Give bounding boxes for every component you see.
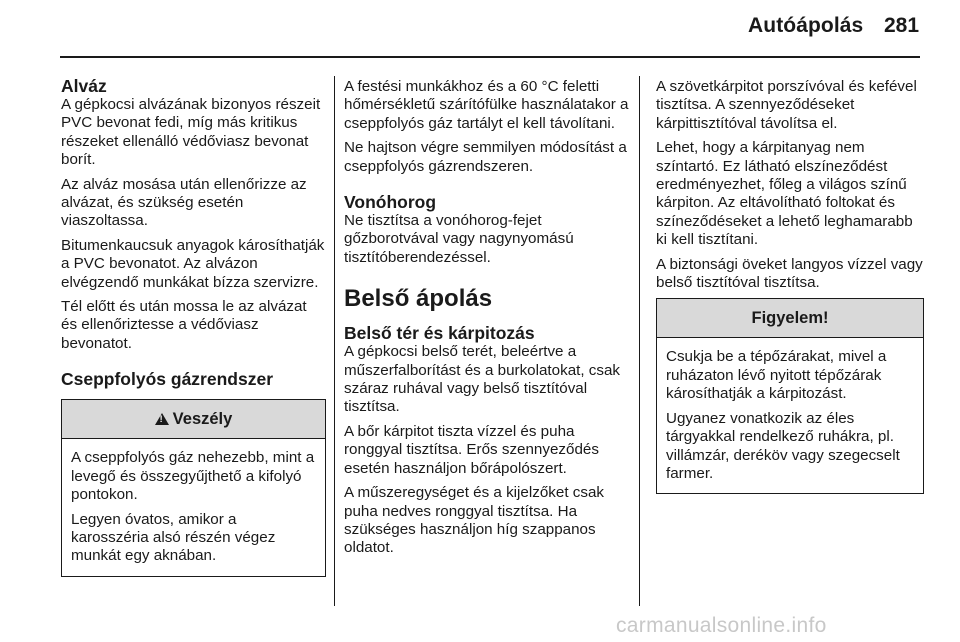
paragraph: A műszeregységet és a kijelzőket csak puha nedves ronggyal tisztítsa. Ha szükséges használjon híg szappanos oldatot. (344, 484, 604, 557)
chapter-heading-belso-apolas: Belső ápolás (344, 285, 493, 313)
column-1 (61, 62, 326, 577)
header-rule (60, 56, 920, 58)
paragraph: A szövetkárpitot porszívóval és kefével tisztítsa. A szennyeződéseket kárpittisztítóval távolítsa el. (656, 78, 917, 132)
paragraph: Lehet, hogy a kárpitanyag nem színtartó. Ez látható elszíneződést eredményezhet, főleg a világos színű kárpiton. Az eltávolítható foltokat és színeződéseket a lehető leghamarabb ki kell tisztítani. (656, 139, 913, 249)
column-divider-1 (334, 76, 335, 606)
warning-triangle-icon (155, 413, 169, 425)
paragraph: A gépkocsi belső terét, beleértve a műszerfalborítást és a burkolatokat, csak száraz ruhával vagy belső tisztítóval tisztítsa. (344, 343, 621, 416)
paragraph: Ne tisztítsa a vonóhorog-fejet gőzborotvával vagy nagynyomású tisztítóberendezéssel. (344, 212, 574, 266)
paragraph: A bőr kárpitot tiszta vízzel és puha ronggyal tisztítsa. Erős szennyeződés esetén használjon bőrápolószert. (344, 422, 599, 477)
danger-box-body (62, 439, 325, 575)
paragraph: Legyen óvatos, amikor a karosszéria alsó részén végez munkát egy aknában. (71, 510, 276, 565)
notice-box (656, 298, 924, 494)
paragraph: A cseppfolyós gáz nehezebb, mint a levegő és összegyűjthető a kifolyó pontokon. (71, 449, 315, 504)
danger-box-title: Veszély (172, 410, 233, 429)
notice-box-body (657, 338, 923, 493)
column-2 (344, 62, 629, 564)
paragraph: Ugyanez vonatkozik az éles tárgyakkal rendelkező ruhákra, pl. villámzár, deréköv vagy szegecselt farmer. (666, 409, 900, 482)
notice-box-header: Figyelem! (657, 299, 923, 338)
paragraph: Csukja be a tépőzárakat, mivel a ruházaton lévő nyitott tépőzárak károsíthatják a kárpitozást. (666, 348, 887, 403)
column-divider-2 (639, 76, 640, 606)
heading-alvaz: Alváz (61, 76, 107, 96)
paragraph: A biztonsági öveket langyos vízzel vagy belső tisztítóval tisztítsa. (656, 255, 923, 292)
page-header-title: Autóápolás (748, 14, 864, 37)
watermark: carmanualsonline.info (616, 614, 827, 637)
column-3 (656, 62, 924, 494)
paragraph: Bitumenkaucsuk anyagok károsíthatják a PVC bevonatot. Az alvázon elvégzendő munkákat bízza szervizre. (61, 236, 325, 291)
danger-box (61, 399, 326, 576)
paragraph: Az alváz mosása után ellenőrizze az alvázat, és szükség esetén viaszoltassa. (61, 175, 307, 230)
paragraph: Tél előtt és után mossa le az alvázat és ellenőriztesse a védőviasz bevonatot. (61, 298, 307, 352)
paragraph: A gépkocsi alvázának bizonyos részeit PVC bevonat fedi, míg más kritikus részeket ellenálló védőviasz bevonat borít. (61, 96, 321, 169)
page-number: 281 (884, 14, 920, 37)
paragraph: Ne hajtson végre semmilyen módosítást a cseppfolyós gázrendszeren. (344, 139, 627, 175)
heading-cseppfolyos-gazrendszer: Cseppfolyós gázrendszer (61, 369, 273, 390)
heading-vonohorog: Vonóhorog (344, 192, 437, 213)
heading-belso-ter-es-karpitozas: Belső tér és kárpitozás (344, 323, 535, 344)
paragraph: A festési munkákhoz és a 60 °C feletti hőmérsékletű szárítófülke használatakor a cseppfolyós gáz tartályt el kell távolítani. (344, 78, 629, 132)
danger-box-header (62, 400, 325, 439)
